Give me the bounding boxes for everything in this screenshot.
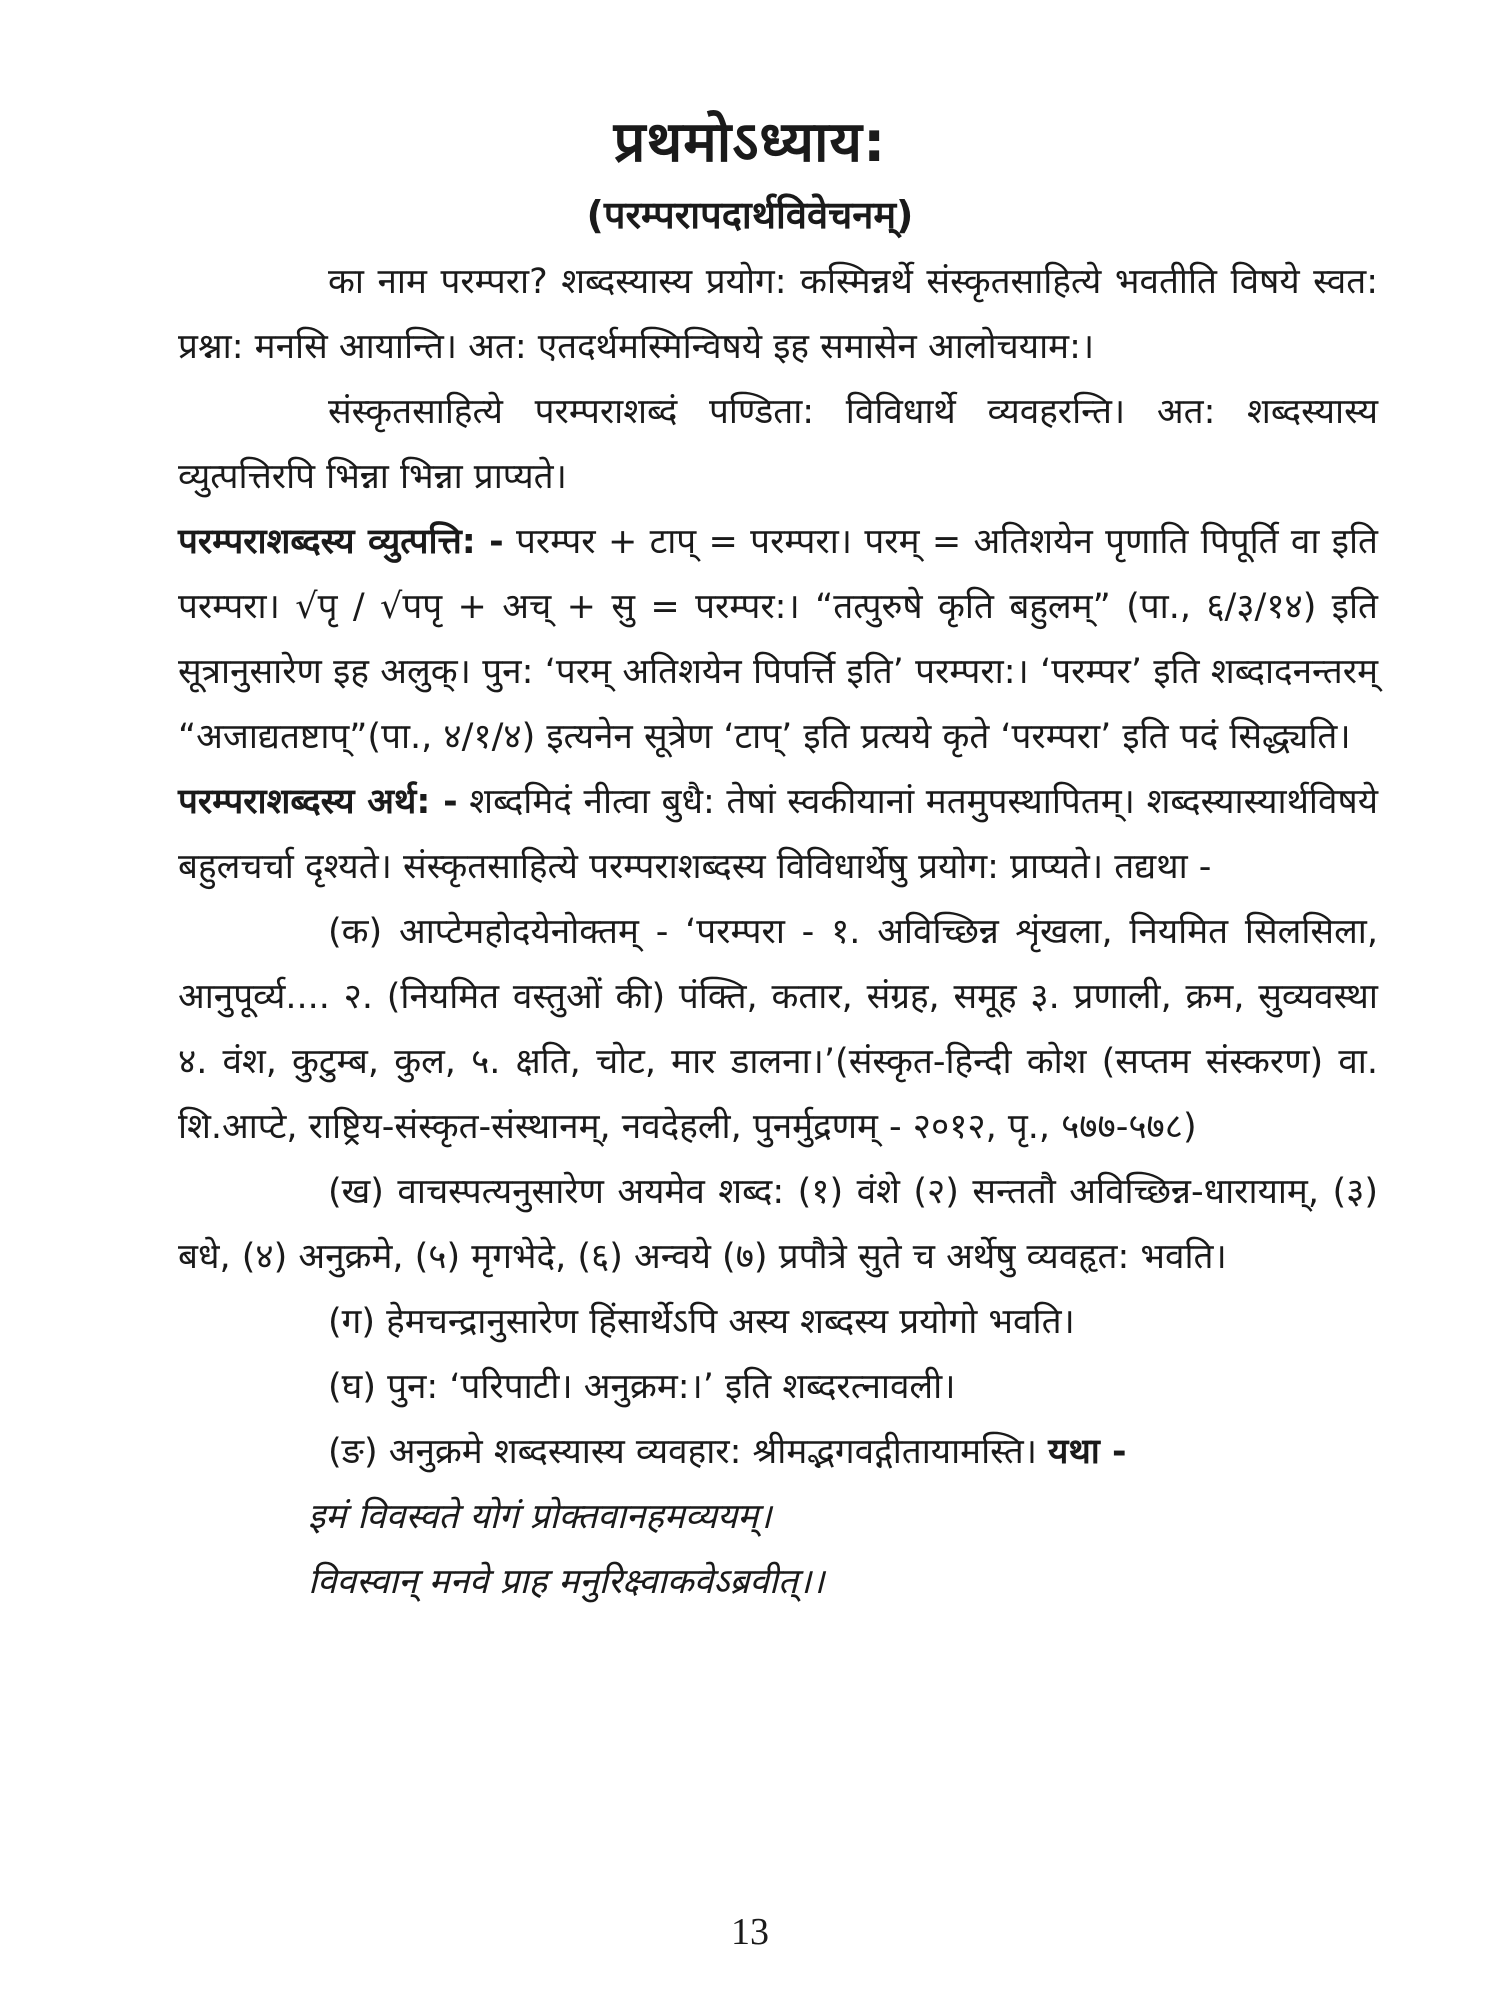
paragraph-intro: का नाम परम्परा? शब्दस्यास्य प्रयोग: कस्मिन्नर्थे संस्कृतसाहित्ये भवतीति विषये स्वत: प्रश्ना: मनसि आयान्ति। अत: एतदर्थमस्मिन्विषये इह समासेन आलोचयाम:।	[178, 262, 1378, 367]
gita-yatha: यथा -	[1048, 1432, 1127, 1472]
meaning-text: शब्दमिदं नीत्वा बुधै: तेषां स्वकीयानां मतमुपस्थापितम्। शब्दस्यास्यार्थविषये बहुलचर्चा दृश्यते। संस्कृतसाहित्ये परम्पराशब्दस्य विविधार्थेषु प्रयोग: प्राप्यते। तद्यथा -	[178, 782, 1378, 887]
chapter-subtitle: (परम्परापदार्थविवेचनम्)	[586, 193, 914, 237]
paragraph-vachaspatyam: (ख) वाचस्पत्यनुसारेण अयमेव शब्द: (१) वंशे (२) सन्ततौ अविच्छिन्न-धारायाम्, (३) बधे, (४) अनुक्रमे, (५) मृगभेदे, (६) अन्वये (७) प्रपौत्रे सुते च अर्थेषु व्यवहृत: भवति।	[178, 1172, 1378, 1277]
etymology-text: परम्पर + टाप् = परम्परा। परम् = अतिशयेन पृणाति पिपूर्ति वा इति परम्परा। √पृ / √पपृ + अच् + सु = परम्पर:। “तत्पुरुषे कृति बहुलम्” (पा., ६/३/१४) इति सूत्रानुसारेण इह अलुक्। पुन: ‘परम् अतिशयेन पिपर्त्ति इति’ परम्परा:। ‘परम्पर’ इति शब्दादनन्तरम् “अजाद्यतष्टाप्”(पा., ४/१/४) इत्यनेन सूत्रेण ‘टाप्’ इति प्रत्यये कृते ‘परम्परा’ इति पदं सिद्ध्यति।	[178, 522, 1378, 757]
paragraph-meaning	[178, 770, 1378, 900]
paragraph-gita	[178, 1420, 1378, 1485]
page-number: 13	[731, 1911, 769, 1953]
meaning-heading: परम्पराशब्दस्य अर्थ: -	[178, 782, 458, 822]
paragraph-apte: (क) आप्टेमहोदयेनोक्तम् - ‘परम्परा - १. अविच्छिन्न शृंखला, नियमित सिलसिला, आनुपूर्व्य.... २. (नियमित वस्तुओं की) पंक्ति, कतार, संग्रह, समूह ३. प्रणाली, क्रम, सुव्यवस्था ४. वंश, कुटुम्ब, कुल, ५. क्षति, चोट, मार डालना।’(संस्कृत-हिन्दी कोश (सप्तम संस्करण) वा. शि.आप्टे, राष्ट्रिय-संस्कृत-संस्थानम्, नवदेहली, पुनर्मुद्रणम् - २०१२, पृ., ५७७-५७८)	[178, 912, 1378, 1147]
gita-text: (ङ) अनुक्रमे शब्दस्यास्य व्यवहार: श्रीमद्भगवद्गीतायामस्ति।	[328, 1432, 1037, 1472]
verse-line-2: विवस्वान् मनवे प्राह मनुरिक्ष्वाकवेऽब्रवीत्।।	[308, 1562, 825, 1602]
verse-line-1: इमं विवस्वते योगं प्रोक्तवानहमव्ययम्।	[308, 1497, 772, 1537]
body-text	[178, 250, 1378, 1615]
chapter-title: प्रथमोऽध्याय:	[613, 110, 887, 175]
paragraph-usage: संस्कृतसाहित्ये परम्पराशब्दं पण्डिता: विविधार्थे व्यवहरन्ति। अत: शब्दस्यास्य व्युत्पत्तिरपि भिन्ना भिन्ना प्राप्यते।	[178, 392, 1378, 497]
paragraph-hemachandra: (ग) हेमचन्द्रानुसारेण हिंसार्थेऽपि अस्य शब्दस्य प्रयोगो भवति।	[328, 1302, 1075, 1342]
etymology-heading: परम्पराशब्दस्य व्युत्पत्ति: -	[178, 522, 504, 562]
paragraph-etymology	[178, 510, 1378, 770]
paragraph-shabdaratnavali: (घ) पुन: ‘परिपाटी। अनुक्रम:।’ इति शब्दरत्नावली।	[328, 1367, 956, 1407]
